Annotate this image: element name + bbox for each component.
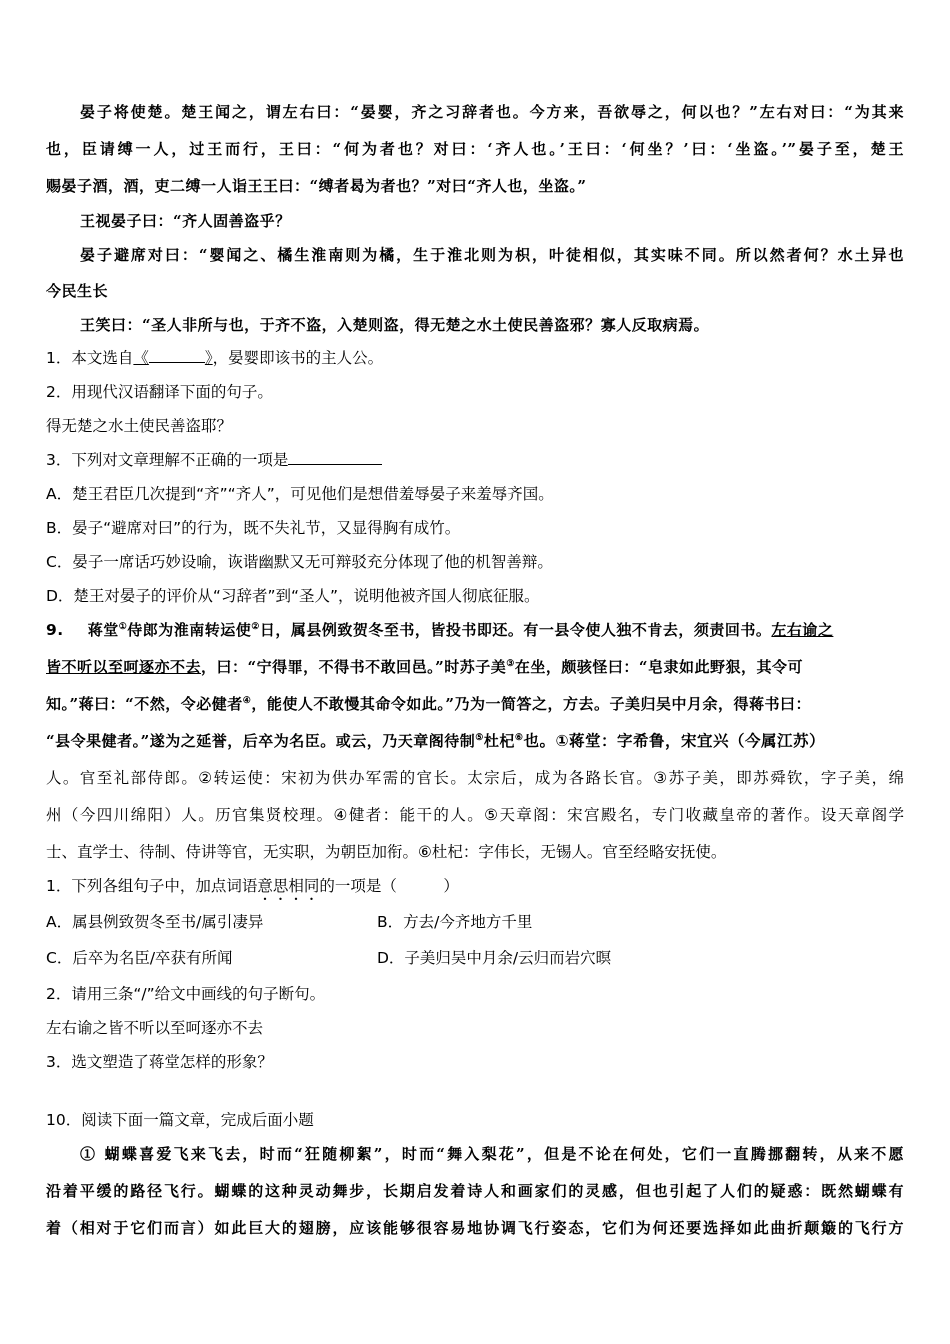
passage9-text: 日，属县例致贺冬至书，皆投书即还。有一县令使人独不肯去，须责回书。 [259,621,772,639]
passage8-p3-line1: 晏子避席对曰：“婴闻之、橘生淮南则为橘，生于淮北则为枳，叶徒相似，其实味不同。所以然者何？水土异也 [80,246,904,264]
q8-option-c[interactable]: C．晏子一席话巧妙设喻，诙谐幽默又无可辩驳充分体现了他的机智善辩。 [46,553,553,571]
passage8-p3-line2: 今民生长 [46,282,109,300]
q9-option-c[interactable]: C．后卒为名臣/卒获有所闻 [46,949,233,967]
footnote-marker: ⑥ [514,733,524,743]
q9-question-3: 3．选文塑造了蒋堂怎样的形象？ [46,1053,273,1071]
passage9-text: ，能使人不敢慢其命令如此。”乃为一简答之，方去。子美归吴中月余，得蒋书曰： [251,695,811,713]
passage9-footnote-line6: 州（今四川绵阳）人。历官集贤校理。④健者：能干的人。⑤天章阁：宋宫殿名，专门收藏皇帝的著作。设天章阁学 [46,806,904,824]
passage9-footnote-line7: 士、直学士、待制、侍讲等官，无实职，为朝臣加衔。⑥杜杞：字伟长，无锡人。官至经略安抚使。 [46,843,727,861]
q9-options-row2 [46,948,904,968]
passage8-p4: 王笑曰：“圣人非所与也，于齐不盗，入楚则盗，得无楚之水土使民善盗邪？寡人反取病焉。 [80,316,710,334]
passage8-p1-line3: 赐晏子酒，酒，吏二缚一人诣王王曰：“缚者曷为者也？”对曰“齐人也，坐盗。” [46,177,587,195]
q8-option-a[interactable]: A．楚王君臣几次提到“齐”“齐人”，可见他们是想借羞辱晏子来羞辱齐国。 [46,485,554,503]
q10-heading: 10．阅读下面一篇文章，完成后面小题 [46,1111,314,1129]
underlined-sentence: 皆不听以至呵逐亦不去 [46,658,202,676]
footnote-marker: ④ [242,696,252,706]
passage8-p1-line1: 晏子将使楚。楚王闻之，谓左右曰：“晏婴，齐之习辞者也。今方来，吾欲辱之，何以也？”左右对曰：“为其来 [80,103,904,121]
footnote-text: 也。①蒋堂：字希鲁，宋宜兴（今属江苏） [523,732,826,750]
q9-option-b[interactable]: B．方去/今齐地方千里 [377,913,533,931]
q8-q2-sentence: 得无楚之水土使民善盗耶？ [46,417,233,435]
q9-q2-sentence: 左右谕之皆不听以至呵逐亦不去 [46,1019,264,1037]
q8-q3-text: 3．下列对文章理解不正确的一项是 [46,451,289,469]
q9-question-2: 2．请用三条“/”给文中画线的句子断句。 [46,985,326,1003]
passage9-footnote-line5: 人。官至礼部侍郎。②转运使：宋初为供办军需的官长。太宗后，成为各路长官。③苏子美，即苏舜钦，字子美，绵 [46,769,904,787]
passage8-p1-line2: 也，臣请缚一人，过王而行，王曰：“何为者也？对曰：‘齐人也。’王曰：‘何坐？’曰：‘坐盗。’”晏子至，楚王 [46,140,904,158]
q8-q1-blank[interactable] [149,348,205,363]
passage9-text: 知。”蒋曰：“不然，令必健者 [46,695,243,713]
q9-q1-text: 的一项是（ ） [319,877,459,895]
q9-option-d[interactable]: D．子美归吴中月余/云归而岩穴暝 [377,949,612,967]
q10-p1-line1: ① 蝴蝶喜爱飞来飞去，时而“狂随柳絮”，时而“舞入梨花”，但是不论在何处，它们一直腾挪翻转，从来不愿 [80,1145,904,1163]
footnote-marker: ① [118,622,128,632]
q8-q3-blank[interactable] [288,450,382,465]
q8-option-b[interactable]: B．晏子“避席对曰”的行为，既不失礼节，又显得胸有成竹。 [46,519,461,537]
q8-q1-book-open: 《 [133,349,149,367]
passage9-text: “县令果健者。”遂为之延誉，后卒为名臣。或云，乃天章阁待制 [46,732,476,750]
q8-q1-suffix: ，晏婴即该书的主人公。 [212,349,384,367]
q8-option-d[interactable]: D．楚王对晏子的评价从“习辞者”到“圣人”，说明他被齐国人彻底征服。 [46,587,540,605]
q8-question-3 [46,450,904,470]
passage8-p2: 王视晏子曰：“齐人固善盗乎？ [80,212,291,230]
q10-p1-line2: 沿着平缓的路径飞行。蝴蝶的这种灵动舞步，长期启发着诗人和画家们的灵感，但也引起了人们的疑惑：既然蝴蝶有 [46,1182,904,1200]
q9-q1-emphasis: 意思相同 [257,877,320,895]
q9-question-1 [46,876,904,904]
q9-q1-text: 1．下列各组句子中，加点词语 [46,877,258,895]
footnote-marker: ③ [506,659,515,669]
passage9-text: 蒋堂 [87,621,119,639]
passage9-line3 [46,694,904,714]
footnote-marker: ⑤ [475,733,484,743]
passage9-text: ，曰：“宁得罪，不得书不敢回邑。”时苏子美 [201,658,507,676]
q8-question-2: 2．用现代汉语翻译下面的句子。 [46,383,273,401]
q8-q1-book-close: 》 [204,349,213,367]
passage9-line4 [46,731,904,751]
q10-p1-line3: 着（相对于它们而言）如此巨大的翅膀，应该能够很容易地协调飞行姿态，它们为何还要选择如此曲折颠簸的飞行方 [46,1219,904,1237]
q9-options-row1 [46,912,904,932]
passage9-text: 在坐，颇骇怪曰：“皂隶如此野狠，其令可 [514,658,803,676]
footnote-marker: ② [251,622,260,632]
passage9-text: 侍郎为淮南转运使 [127,621,252,639]
question-number-9: 9. [46,621,64,639]
q9-option-a[interactable]: A．属县例致贺冬至书/属引凄异 [46,913,264,931]
passage9-line1 [46,620,904,640]
q8-q1-prefix: 1．本文选自 [46,349,134,367]
underlined-sentence: 左右谕之 [771,621,834,639]
passage9-line2 [46,657,904,677]
q8-question-1 [46,348,904,368]
passage9-text: 杜杞 [483,732,515,750]
